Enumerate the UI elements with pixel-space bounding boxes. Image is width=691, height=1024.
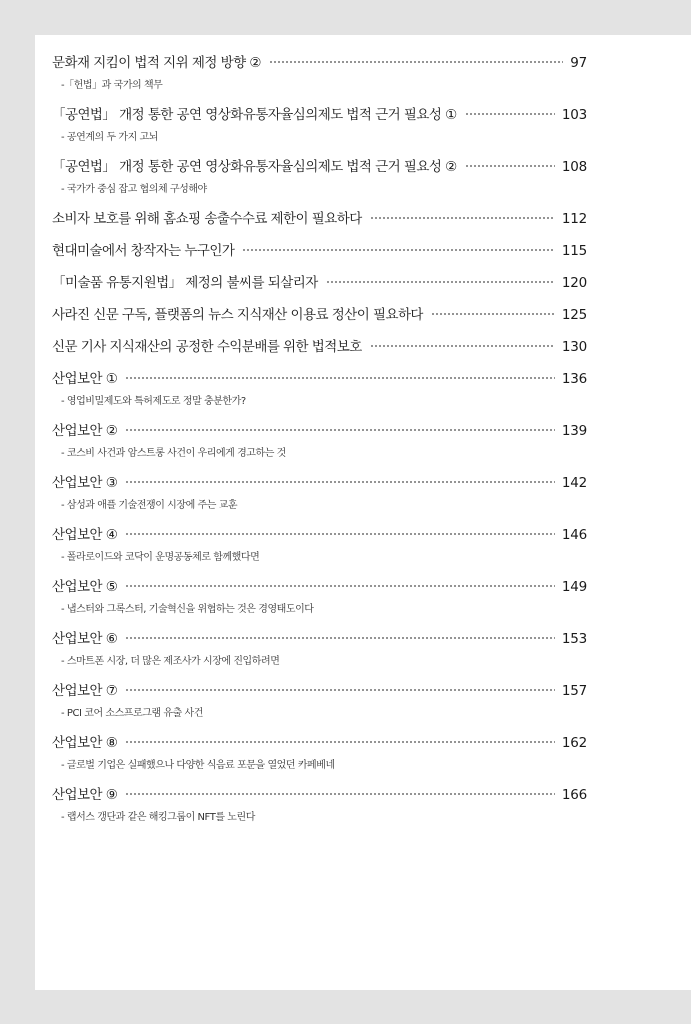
toc-entry-row [52,628,587,650]
toc-entry [52,628,587,674]
toc-entry-title: 산업보안 ⑧ [52,735,118,751]
toc-entry-subtitle: -「헌법」과 국가의 책무 [61,80,163,91]
toc-entry-page: 146 [561,527,587,543]
toc-entry-page: 120 [561,275,587,291]
toc-entry-title: 산업보안 ⑨ [52,787,118,803]
toc-entry-title: 사라진 신문 구독, 플랫폼의 뉴스 지식재산 이용료 정산이 필요하다 [52,307,423,323]
dot-leader [125,429,555,431]
toc-entry-row [52,368,587,390]
toc-entry [52,208,587,230]
dot-leader [125,481,555,483]
toc-entry-row [52,336,587,358]
toc-entry-row [52,156,587,178]
toc-entry-subtitle: - 삼성과 애플 기술전쟁이 시장에 주는 교훈 [61,500,238,511]
toc-entry-page: 153 [561,631,587,647]
toc-entry-page: 149 [561,579,587,595]
toc-entry-page: 108 [561,159,587,175]
toc-entry-subtitle: - PCI 코어 소스프로그램 유출 사건 [61,708,203,719]
toc-entry-page: 130 [561,339,587,355]
dot-leader [125,637,555,639]
toc-entry-row [52,272,587,294]
dot-leader [242,249,554,251]
dot-leader [431,313,555,315]
toc-entry-title: 소비자 보호를 위해 홈쇼핑 송출수수료 제한이 필요하다 [52,211,362,227]
toc-entry [52,472,587,518]
dot-leader [125,741,555,743]
toc-entry-row [52,104,587,126]
toc-entry-row [52,732,587,754]
toc-entry [52,304,587,326]
toc-entry-title: 현대미술에서 창작자는 누구인가 [52,243,235,259]
toc-entry-row [52,680,587,702]
dot-leader [465,165,555,167]
toc-entry-subtitle: - 랩서스 갱단과 같은 해킹그룹이 NFT를 노린다 [61,812,255,823]
toc-entry-title: 산업보안 ⑦ [52,683,118,699]
toc-entry-page: 157 [561,683,587,699]
toc-entry-row [52,52,587,74]
toc-entry-title: 신문 기사 지식재산의 공정한 수익분배를 위한 법적보호 [52,339,362,355]
toc-entry-subtitle: - 글로벌 기업은 실패했으나 다양한 식음료 포문을 열었던 카페베네 [61,760,335,771]
toc-entry [52,524,587,570]
toc-entry [52,576,587,622]
toc-entry-subtitle: - 폴라로이드와 코닥이 운명공동체로 함께했다면 [61,552,260,563]
toc-entry-subtitle: - 국가가 중심 잡고 협의체 구성해야 [61,184,207,195]
toc-entry-row [52,240,587,262]
toc-entry-subtitle: - 냅스터와 그록스터, 기술혁신을 위협하는 것은 경영태도이다 [61,604,314,615]
toc-entry-page: 103 [561,107,587,123]
toc-entry [52,104,587,150]
dot-leader [125,533,555,535]
toc-entry [52,680,587,726]
dot-leader [326,281,555,283]
dot-leader [269,61,563,63]
toc-entry-page: 115 [561,243,587,259]
dot-leader [125,689,555,691]
toc-entry-row [52,208,587,230]
toc-entry-page: 136 [561,371,587,387]
toc-entry [52,272,587,294]
toc-entry [52,784,587,830]
toc-entry [52,336,587,358]
toc-entry [52,52,587,98]
toc-entry-page: 162 [561,735,587,751]
toc-entry [52,240,587,262]
toc-entry-title: 산업보안 ② [52,423,118,439]
toc-entry-title: 산업보안 ① [52,371,118,387]
toc-entry-page: 139 [561,423,587,439]
toc-entry-subtitle: - 스마트폰 시장, 더 많은 제조사가 시장에 진입하려면 [61,656,280,667]
toc-entry [52,420,587,466]
toc-entry-row [52,304,587,326]
dot-leader [125,377,555,379]
toc-entry [52,368,587,414]
dot-leader [370,345,555,347]
toc-entry-row [52,524,587,546]
toc-entry-row [52,472,587,494]
dot-leader [125,793,555,795]
toc-entry [52,732,587,778]
toc-entry-title: 산업보안 ④ [52,527,118,543]
toc-entry-title: 「미술품 유통지원법」 제정의 불씨를 되살리자 [52,275,318,291]
toc-entry-subtitle: - 코스비 사건과 암스트롱 사건이 우리에게 경고하는 것 [61,448,286,459]
toc-entry-row [52,420,587,442]
toc-entry-page: 125 [561,307,587,323]
toc-entry-row [52,784,587,806]
dot-leader [370,217,555,219]
toc-entry-title: 산업보안 ③ [52,475,118,491]
toc-entry-title: 「공연법」 개정 통한 공연 영상화유통자율심의제도 법적 근거 필요성 ② [52,159,457,175]
toc-entry-row [52,576,587,598]
toc-entry [52,156,587,202]
toc-entry-page: 112 [561,211,587,227]
toc-entry-subtitle: - 영업비밀제도와 특허제도로 정말 충분한가? [61,396,246,407]
toc-entry-title: 「공연법」 개정 통한 공연 영상화유통자율심의제도 법적 근거 필요성 ① [52,107,457,123]
toc-entry-title: 산업보안 ⑥ [52,631,118,647]
toc-entry-title: 산업보안 ⑤ [52,579,118,595]
toc-entry-title: 문화재 지킴이 법적 지위 제정 방향 ② [52,55,261,71]
dot-leader [125,585,555,587]
toc-entry-page: 97 [570,55,587,71]
toc-entry-subtitle: - 공연계의 두 가지 고뇌 [61,132,158,143]
toc-entry-page: 142 [561,475,587,491]
dot-leader [465,113,555,115]
table-of-contents [52,52,587,836]
toc-entry-page: 166 [561,787,587,803]
